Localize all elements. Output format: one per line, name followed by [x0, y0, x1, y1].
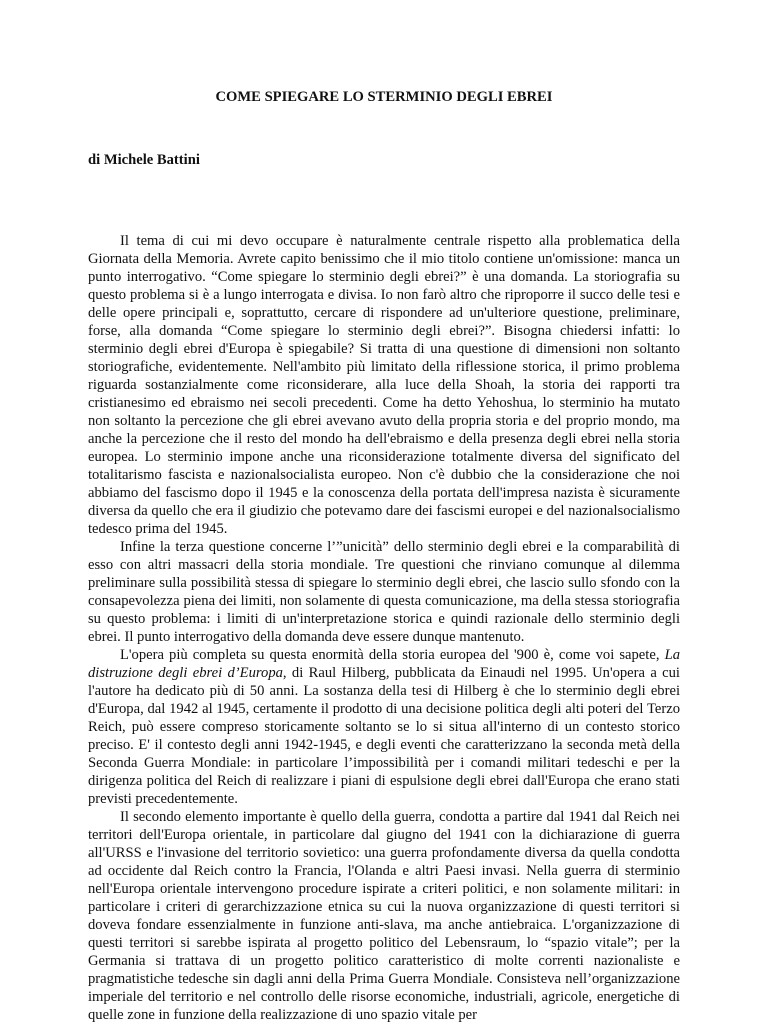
document-title: COME SPIEGARE LO STERMINIO DEGLI EBREI — [215, 89, 553, 105]
book-title: La distruzione degli ebrei d’Europa — [88, 647, 680, 681]
paragraph-2: Infine la terza questione concerne l’”unicità” dello sterminio degli ebrei e la comparabilità di esso con altri massacri della storia mondiale. Tre questioni che rinviano comunque al dilemma preliminare sulla possibilità stessa di spiegare lo sterminio degli ebrei, che lascio sullo sfondo con la consapevolezza piena dei limiti, non solamente di questa comunicazione, ma della stessa storiografia su questo problema: i limiti di un'interpretazione storica e quindi razionale dello sterminio degli ebrei. Il punto interrogativo della domanda deve essere dunque mantenuto. — [88, 539, 680, 645]
paragraph-3-text-before: L'opera più completa su questa enormità della storia europea del '900 è, come voi sapete, — [120, 647, 665, 663]
paragraph-1: Il tema di cui mi devo occupare è naturalmente centrale rispetto alla problematica della Giornata della Memoria. Avrete capito benissimo che il mio titolo contiene un'omissione: manca un punto interrogativo. “Come spiegare lo sterminio degli ebrei?” è una domanda. La storiografia su questo problema si è a lungo interrogata e divisa. Io non farò altro che riproporre il succo delle tesi e delle opere principali e, soprattutto, cercare di rispondere ad un'ulteriore questione, preliminare, forse, alla domanda “Come spiegare lo sterminio degli ebrei?”. Bisogna chiedersi infatti: lo sterminio degli ebrei d'Europa è spiegabile? Si tratta di una questione di dimensioni non soltanto storiografiche, evidentemente. Nell'ambito più limitato della riflessione storica, il primo problema riguarda sostanzialmente come riconsiderare, alla luce della Shoah, la storia dei rapporti tra cristianesimo ed ebraismo nei secoli precedenti. Come ha detto Yehoshua, lo sterminio ha mutato non soltanto la percezione che gli ebrei avevano avuto della propria storia e del proprio mondo, ma anche la percezione che il resto del mondo ha dell'ebraismo e della presenza degli ebrei nella storia europea. Lo sterminio impone anche una riconsiderazione totalmente diversa del significato del totalitarismo fascista e nazionalsocialista europeo. Non c'è dubbio che la considerazione che noi abbiamo del fascismo dopo il 1945 e la conoscenza della portata dell'impresa nazista è sicuramente diversa da quello che era il giudizio che potevamo dare dei fascismi europei e del nazionalsocialismo tedesco prima del 1945. — [88, 233, 680, 537]
paragraph-3-text-after: , di Raul Hilberg, pubblicata da Einaudi nel 1995. Un'opera a cui l'autore ha dedicato più di 50 anni. La sostanza della tesi di Hilberg è che lo sterminio degli ebrei d'Europa, dal 1942 al 1945, certamente il prodotto di una decisione politica degli alti poteri del Terzo Reich, può essere compreso storicamente soltanto se lo si situa all'interno di un contesto storico preciso. E' il contesto degli anni 1942-1945, e degli eventi che caratterizzano la seconda metà della Seconda Guerra Mondiale: in particolare l’impossibilità per i comandi militari tedeschi e per la dirigenza politica del Reich di realizzare i piani di espulsione degli ebrei dall'Europa che erano stati previsti precedentemente. — [88, 665, 680, 807]
paragraph-4: Il secondo elemento importante è quello della guerra, condotta a partire dal 1941 dal Reich nei territori dell'Europa orientale, in particolare dal giugno del 1941 con la dichiarazione di guerra all'URSS e l'invasione del territorio sovietico: una guerra profondamente diversa da quella condotta ad occidente dal Reich contro la Francia, l'Olanda e altri Paesi invasi. Nella guerra di sterminio nell'Europa orientale intervengono procedure ispirate a criteri politici, e non solamente militari: in particolare i criteri di gerarchizzazione etnica su cui la nuova organizzazione di questi territori si doveva fondare essenzialmente in funzione anti-slava, ma anche antiebraica. L'organizzazione di questi territori si sarebbe ispirata al progetto politico del Lebensraum, lo “spazio vitale”; per la Germania si trattava di un progetto politico caratteristico di molte correnti nazionaliste e pragmatistiche tedesche sin dagli anni della Prima Guerra Mondiale. Consisteva nell’organizzazione imperiale del territorio e nel controllo delle risorse economiche, industriali, agricole, energetiche di quelle zone in funzione della realizzazione di uno spazio vitale per — [88, 809, 680, 1023]
paragraph-3 — [88, 646, 680, 808]
document-author: di Michele Battini — [88, 152, 200, 168]
document-body — [88, 232, 680, 1024]
